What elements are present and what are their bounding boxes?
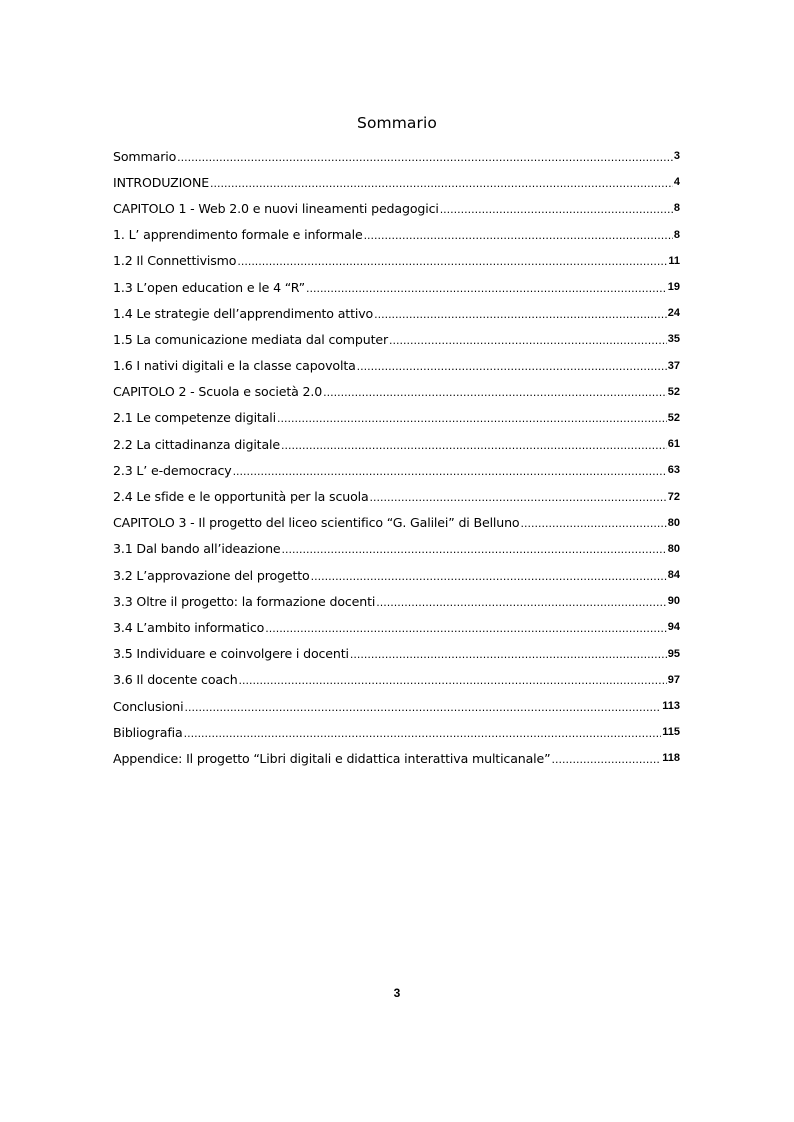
toc-entry-label: Conclusioni: [113, 698, 184, 714]
page-number: 3: [393, 986, 401, 1000]
toc-entry[interactable]: [113, 562, 680, 588]
toc-entry-label: CAPITOLO 1 - Web 2.0 e nuovi lineamenti pedagogici: [113, 200, 439, 216]
toc-entry-label: Appendice: Il progetto “Libri digitali e didattica interattiva multicanale”: [113, 750, 551, 766]
toc-leader-dots: [311, 570, 667, 583]
toc-entry[interactable]: [113, 379, 680, 405]
toc-entry-page: 11: [668, 254, 680, 267]
toc-entry[interactable]: [113, 536, 680, 562]
toc-leader-dots: [177, 151, 673, 164]
toc-entry[interactable]: [113, 195, 680, 221]
toc-leader-dots: [282, 543, 667, 556]
toc-entry-page: 113: [662, 700, 680, 713]
toc-entry-page: 63: [667, 464, 680, 477]
toc-entry-label: CAPITOLO 3 - Il progetto del liceo scientifico “G. Galilei” di Belluno: [113, 515, 520, 531]
toc-leader-dots: [350, 648, 667, 661]
page-title: Sommario: [357, 114, 437, 132]
toc-leader-dots: [374, 308, 667, 321]
toc-entry[interactable]: [113, 588, 680, 614]
toc-entry[interactable]: [113, 405, 680, 431]
toc-leader-dots: [370, 491, 667, 504]
toc-entry-page: 4: [673, 176, 680, 189]
toc-entry-page: 72: [667, 490, 680, 503]
toc-leader-dots: [306, 282, 667, 295]
toc-leader-dots: [265, 622, 667, 635]
toc-entry-page: 118: [662, 752, 680, 765]
toc-entry-page: 95: [667, 647, 680, 660]
toc-entry-label: 3.2 L’approvazione del progetto: [113, 567, 310, 583]
toc-entry-page: 94: [667, 621, 680, 634]
toc-entry-label: 3.3 Oltre il progetto: la formazione docenti: [113, 593, 376, 609]
toc-entry-page: 90: [667, 595, 680, 608]
toc-entry[interactable]: [113, 326, 680, 352]
toc-entry[interactable]: [113, 248, 680, 274]
toc-entry-label: 3.6 Il docente coach: [113, 672, 238, 688]
toc-entry-label: 3.1 Dal bando all’ideazione: [113, 541, 281, 557]
toc-entry-label: INTRODUZIONE: [113, 174, 210, 190]
toc-entry-label: Bibliografia: [113, 724, 183, 740]
toc-entry-label: 1.5 La comunicazione mediata dal computer: [113, 331, 389, 347]
toc-entry-page: 35: [667, 333, 680, 346]
toc-entry-page: 24: [667, 307, 680, 320]
toc-entry-label: 1.4 Le strategie dell’apprendimento attivo: [113, 305, 374, 321]
toc-leader-dots: [357, 360, 667, 373]
toc-leader-dots: [281, 439, 667, 452]
toc-leader-dots: [552, 753, 662, 766]
toc-leader-dots: [364, 229, 673, 242]
toc-entry-page: 19: [667, 281, 680, 294]
toc-entry-label: 2.2 La cittadinanza digitale: [113, 436, 280, 452]
toc-leader-dots: [440, 203, 673, 216]
toc-entry[interactable]: [113, 222, 680, 248]
toc-entry[interactable]: [113, 745, 680, 771]
toc-entry-page: 3: [673, 150, 680, 163]
toc-entry[interactable]: [113, 510, 680, 536]
toc-leader-dots: [239, 674, 667, 687]
toc-entry[interactable]: [113, 483, 680, 509]
toc-entry-label: Sommario: [113, 148, 177, 164]
toc-entry-page: 80: [667, 516, 680, 529]
toc-entry[interactable]: [113, 431, 680, 457]
toc-leader-dots: [237, 255, 667, 268]
toc-entry-label: 1.3 L’open education e le 4 “R”: [113, 279, 305, 295]
toc-entry[interactable]: [113, 457, 680, 483]
toc-leader-dots: [184, 727, 662, 740]
toc-entry-page: 52: [667, 411, 680, 424]
toc-entry[interactable]: [113, 667, 680, 693]
toc-leader-dots: [233, 465, 667, 478]
toc-entry-label: 1.2 Il Connettivismo: [113, 253, 237, 269]
toc-entry[interactable]: [113, 693, 680, 719]
toc-entry-label: 2.1 Le competenze digitali: [113, 410, 276, 426]
toc-entry-page: 97: [667, 673, 680, 686]
toc-leader-dots: [323, 386, 667, 399]
toc-entry[interactable]: [113, 300, 680, 326]
toc-entry[interactable]: [113, 614, 680, 640]
toc-entry-label: 2.4 Le sfide e le opportunità per la scuola: [113, 489, 369, 505]
toc-entry-label: 2.3 L’ e-democracy: [113, 462, 232, 478]
toc-entry-page: 115: [662, 726, 680, 739]
toc-leader-dots: [210, 177, 673, 190]
toc-entry-page: 80: [667, 542, 680, 555]
toc-entry-page: 61: [667, 438, 680, 451]
toc-entry-label: 3.4 L’ambito informatico: [113, 619, 265, 635]
toc-entry-page: 8: [673, 202, 680, 215]
toc-entry-page: 84: [667, 569, 680, 582]
toc-leader-dots: [277, 412, 667, 425]
toc-entry-label: CAPITOLO 2 - Scuola e società 2.0: [113, 384, 323, 400]
toc-leader-dots: [521, 517, 667, 530]
toc-entry-page: 8: [673, 228, 680, 241]
toc-leader-dots: [376, 596, 667, 609]
toc-leader-dots: [184, 701, 661, 714]
toc-entry[interactable]: [113, 353, 680, 379]
toc-entry-page: 52: [667, 385, 680, 398]
toc-entry-label: 1. L’ apprendimento formale e informale: [113, 227, 363, 243]
toc-entry-label: 1.6 I nativi digitali e la classe capovolta: [113, 358, 356, 374]
toc-entry[interactable]: [113, 641, 680, 667]
toc-entry-page: 37: [667, 359, 680, 372]
toc-entry-label: 3.5 Individuare e coinvolgere i docenti: [113, 646, 349, 662]
toc-entry[interactable]: [113, 143, 680, 169]
toc-entry[interactable]: [113, 274, 680, 300]
toc-leader-dots: [389, 334, 667, 347]
table-of-contents: [113, 143, 680, 772]
toc-entry[interactable]: [113, 719, 680, 745]
toc-entry[interactable]: [113, 169, 680, 195]
